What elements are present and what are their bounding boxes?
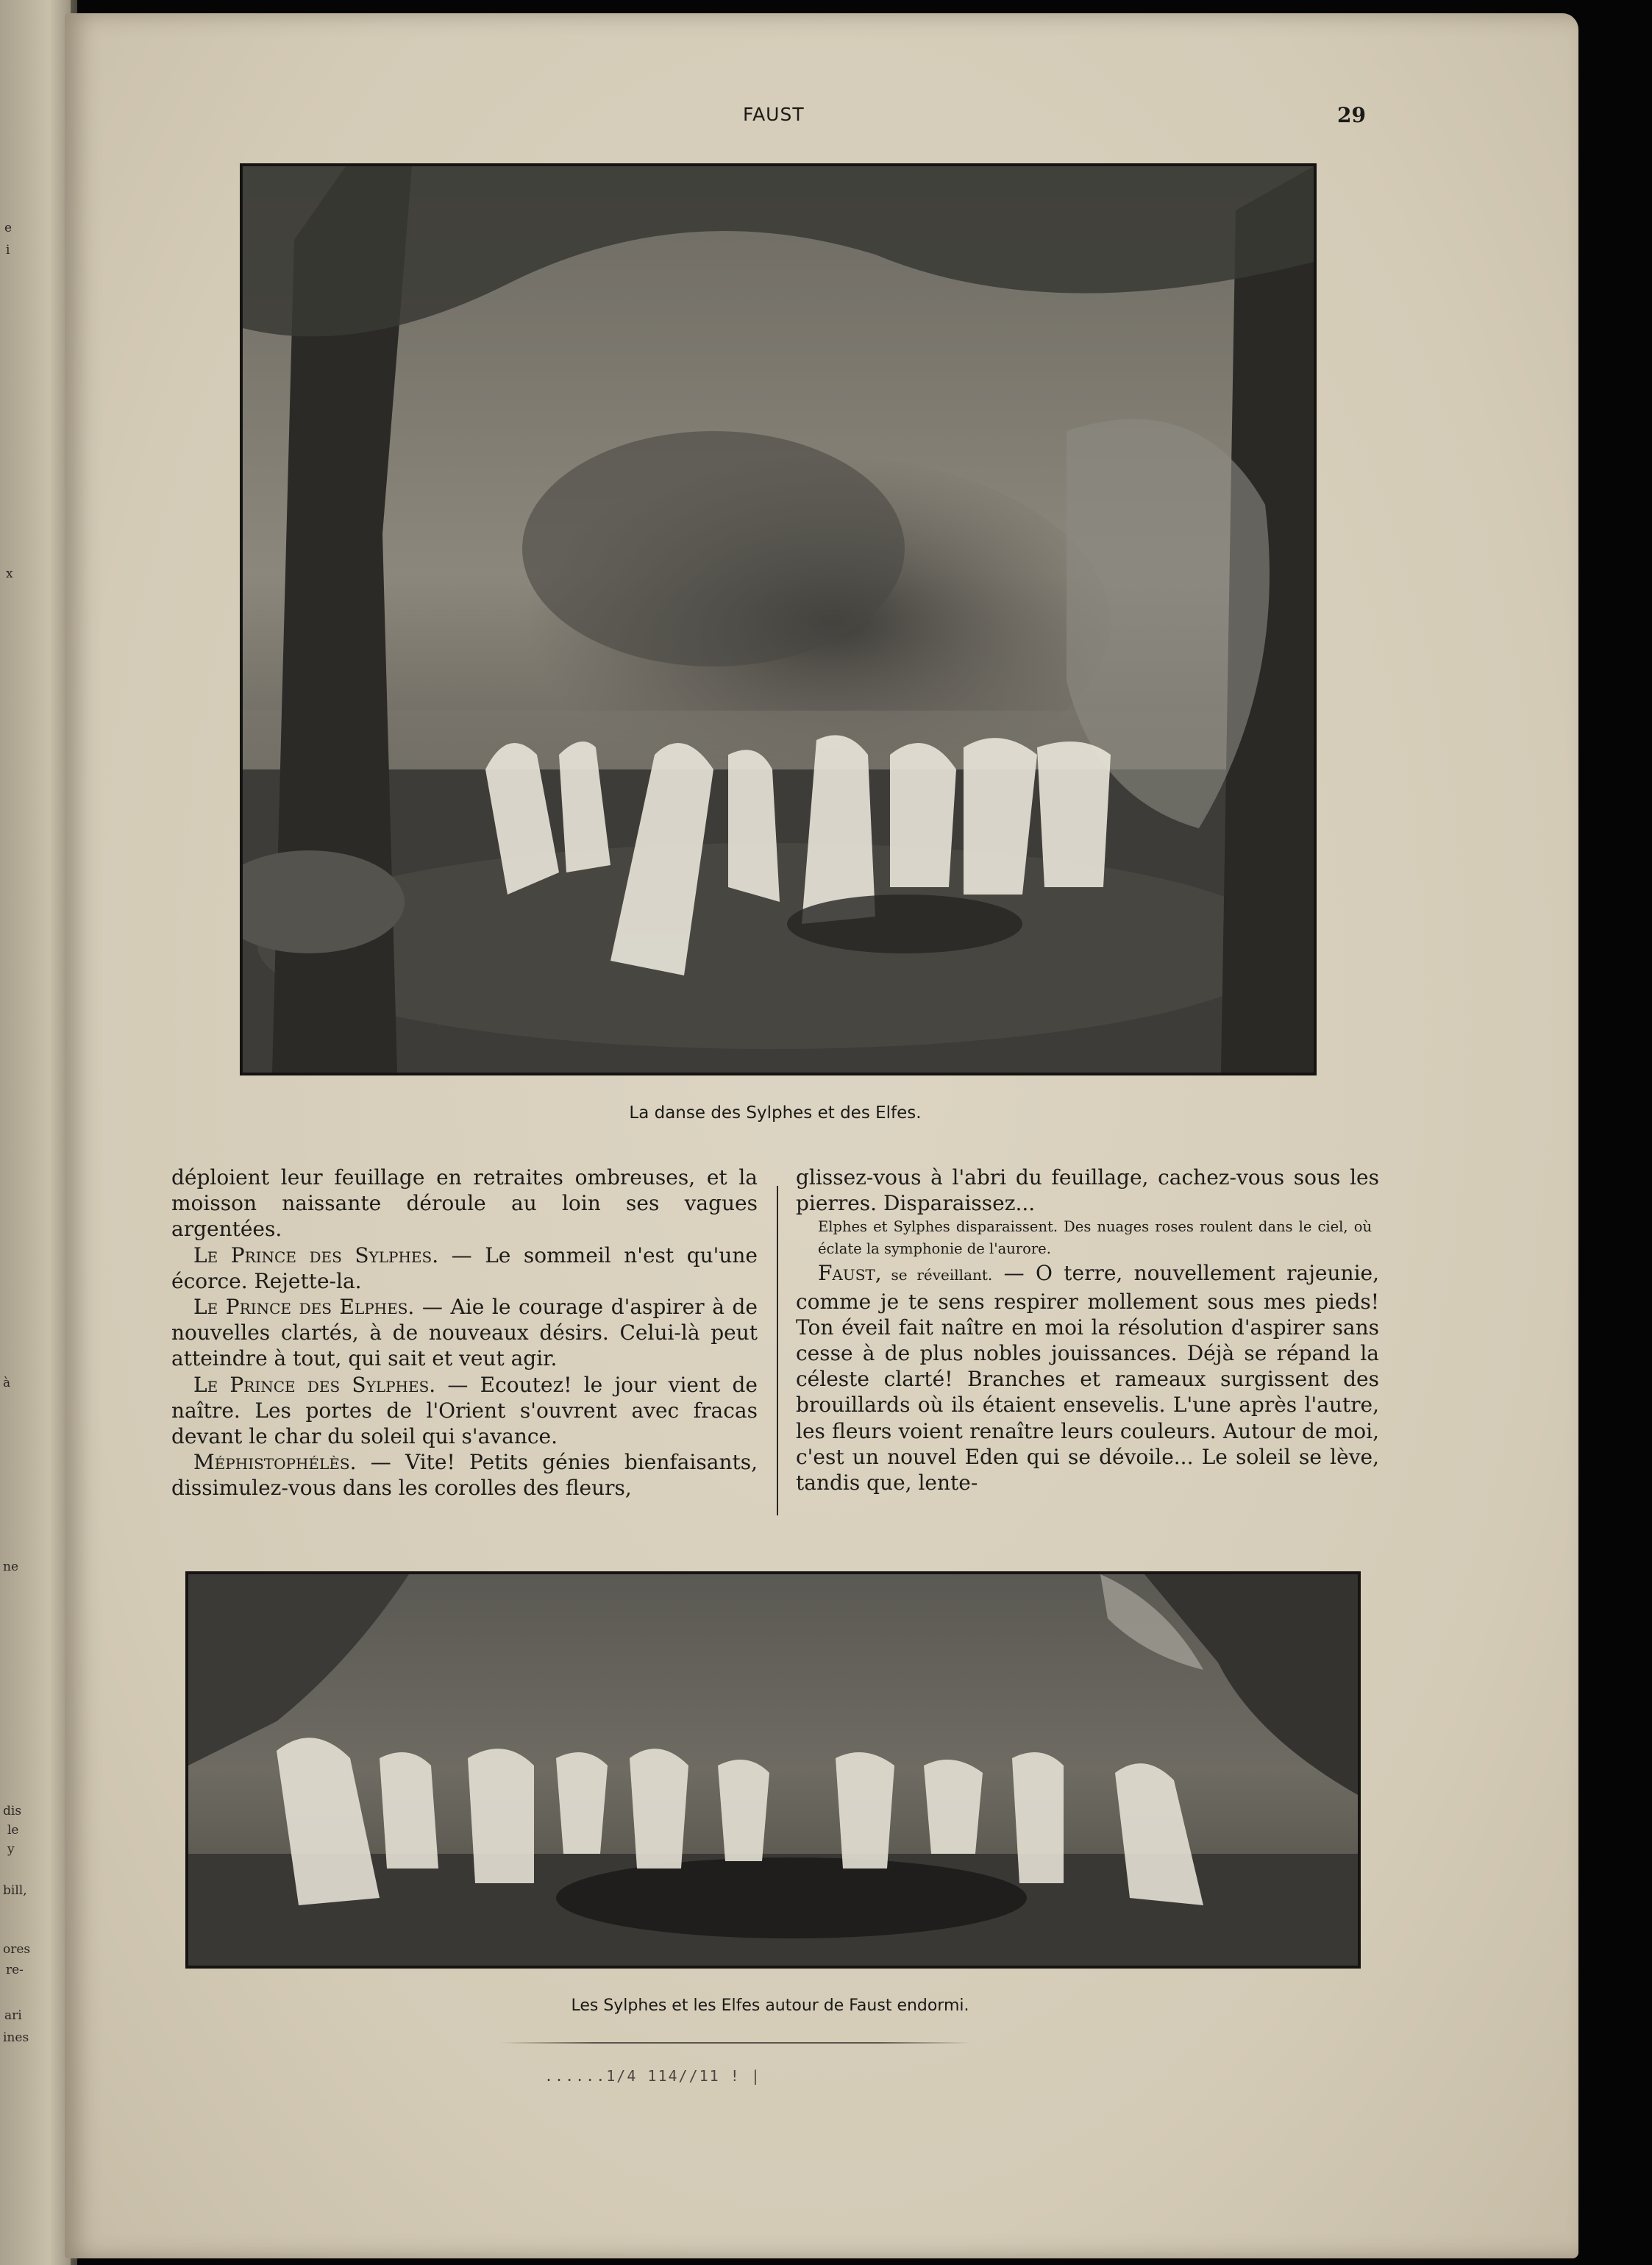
speaker-note: se réveillant. — [881, 1266, 993, 1284]
photo-dance-of-sylphs-image — [243, 166, 1314, 1073]
speaker-name: Faust, — [818, 1261, 882, 1286]
photo-dance-of-sylphs — [240, 163, 1317, 1075]
text-column-left — [171, 1164, 758, 1501]
prev-page-fragment: le — [7, 1823, 19, 1838]
prev-page-fragment: dis — [3, 1804, 22, 1818]
paragraph — [171, 1372, 758, 1450]
paragraph: déploient leur feuillage en retraites ombreuses, et la moisson naissante déroule au loin ses vagues argentées. — [171, 1165, 758, 1242]
prev-page-fragment: ines — [3, 2030, 29, 2045]
prev-page-fragment: ores — [3, 1942, 31, 1957]
prev-page-fragment: e — [4, 221, 13, 235]
prev-page-fragment: re- — [6, 1963, 24, 1977]
prev-page-fragment: ari — [4, 2008, 22, 2023]
dialogue-text: — Le sommeil n'est qu'une écorce. Rejette-la. — [171, 1242, 758, 1293]
paragraph — [171, 1294, 758, 1372]
dialogue-text: — Vite! Petits génies bienfaisants, dissimulez-vous dans les corolles des fleurs, — [171, 1450, 758, 1501]
paragraph — [171, 1242, 758, 1294]
prev-page-fragment: ne — [3, 1560, 19, 1574]
prev-page-fragment: à — [3, 1376, 11, 1390]
photo-sylphs-around-faust-image — [188, 1574, 1358, 1966]
page-number: 29 — [1337, 103, 1366, 127]
speaker-name: Le Prince des Sylphes. — [193, 1372, 436, 1397]
prev-page-fragment: i — [6, 243, 10, 257]
paragraph — [171, 1449, 758, 1501]
photo-caption-top: La danse des Sylphes et des Elfes. — [629, 1103, 922, 1123]
speaker-name: Le Prince des Elphes. — [193, 1295, 415, 1320]
prev-page-fragment: x — [6, 566, 13, 581]
paragraph — [796, 1260, 1379, 1496]
paragraph: glissez-vous à l'abri du feuillage, cachez-vous sous les pierres. Disparaissez... — [796, 1165, 1379, 1216]
speaker-name: Méphistophélès. — [193, 1450, 357, 1475]
dialogue-text: — Ecoutez! le jour vient de naître. Les portes de l'Orient s'ouvrent avec fracas devant le char du soleil qui s'avance. — [171, 1372, 758, 1449]
text-column-right — [796, 1164, 1379, 1496]
previous-page-edge — [0, 0, 71, 2265]
prev-page-fragment: bill, — [3, 1883, 27, 1898]
prev-page-fragment: y — [7, 1842, 15, 1857]
column-divider — [777, 1186, 778, 1515]
running-head: FAUST — [743, 104, 805, 125]
photo-caption-bottom: Les Sylphes et les Elfes autour de Faust endormi. — [571, 1996, 969, 2015]
footer-rule — [500, 2042, 971, 2044]
footer-handwritten-mark: ......1/4 114//11 ! | — [544, 2067, 761, 2085]
speaker-name: Le Prince des Sylphes. — [193, 1242, 439, 1267]
photo-sylphs-around-faust — [185, 1571, 1361, 1969]
stage-direction: Elphes et Sylphes disparaissent. Des nuages roses roulent dans le ciel, où éclate la symphonie de l'aurore. — [818, 1218, 1372, 1258]
dialogue-text: — O terre, nouvellement rajeunie, comme je te sens respirer mollement sous mes pieds! Ton éveil fait naître en moi la résolution d'aspirer sans cesse à de plus nobles jouissances. Déjà se répand la céleste clarté! Branches et rameaux surgissent des brouillards où ils étaient ensevelis. L'une après l'autre, les fleurs voient renaître leurs couleurs. Autour de moi, c'est un nouvel Eden qui se dévoile... Le soleil se lève, tandis que, lente- — [796, 1261, 1379, 1496]
dialogue-text: — Aie le courage d'aspirer à de nouvelles clartés, à de nouveaux désirs. Celui-là peut atteindre à tout, qui sait et veut agir. — [171, 1295, 758, 1371]
